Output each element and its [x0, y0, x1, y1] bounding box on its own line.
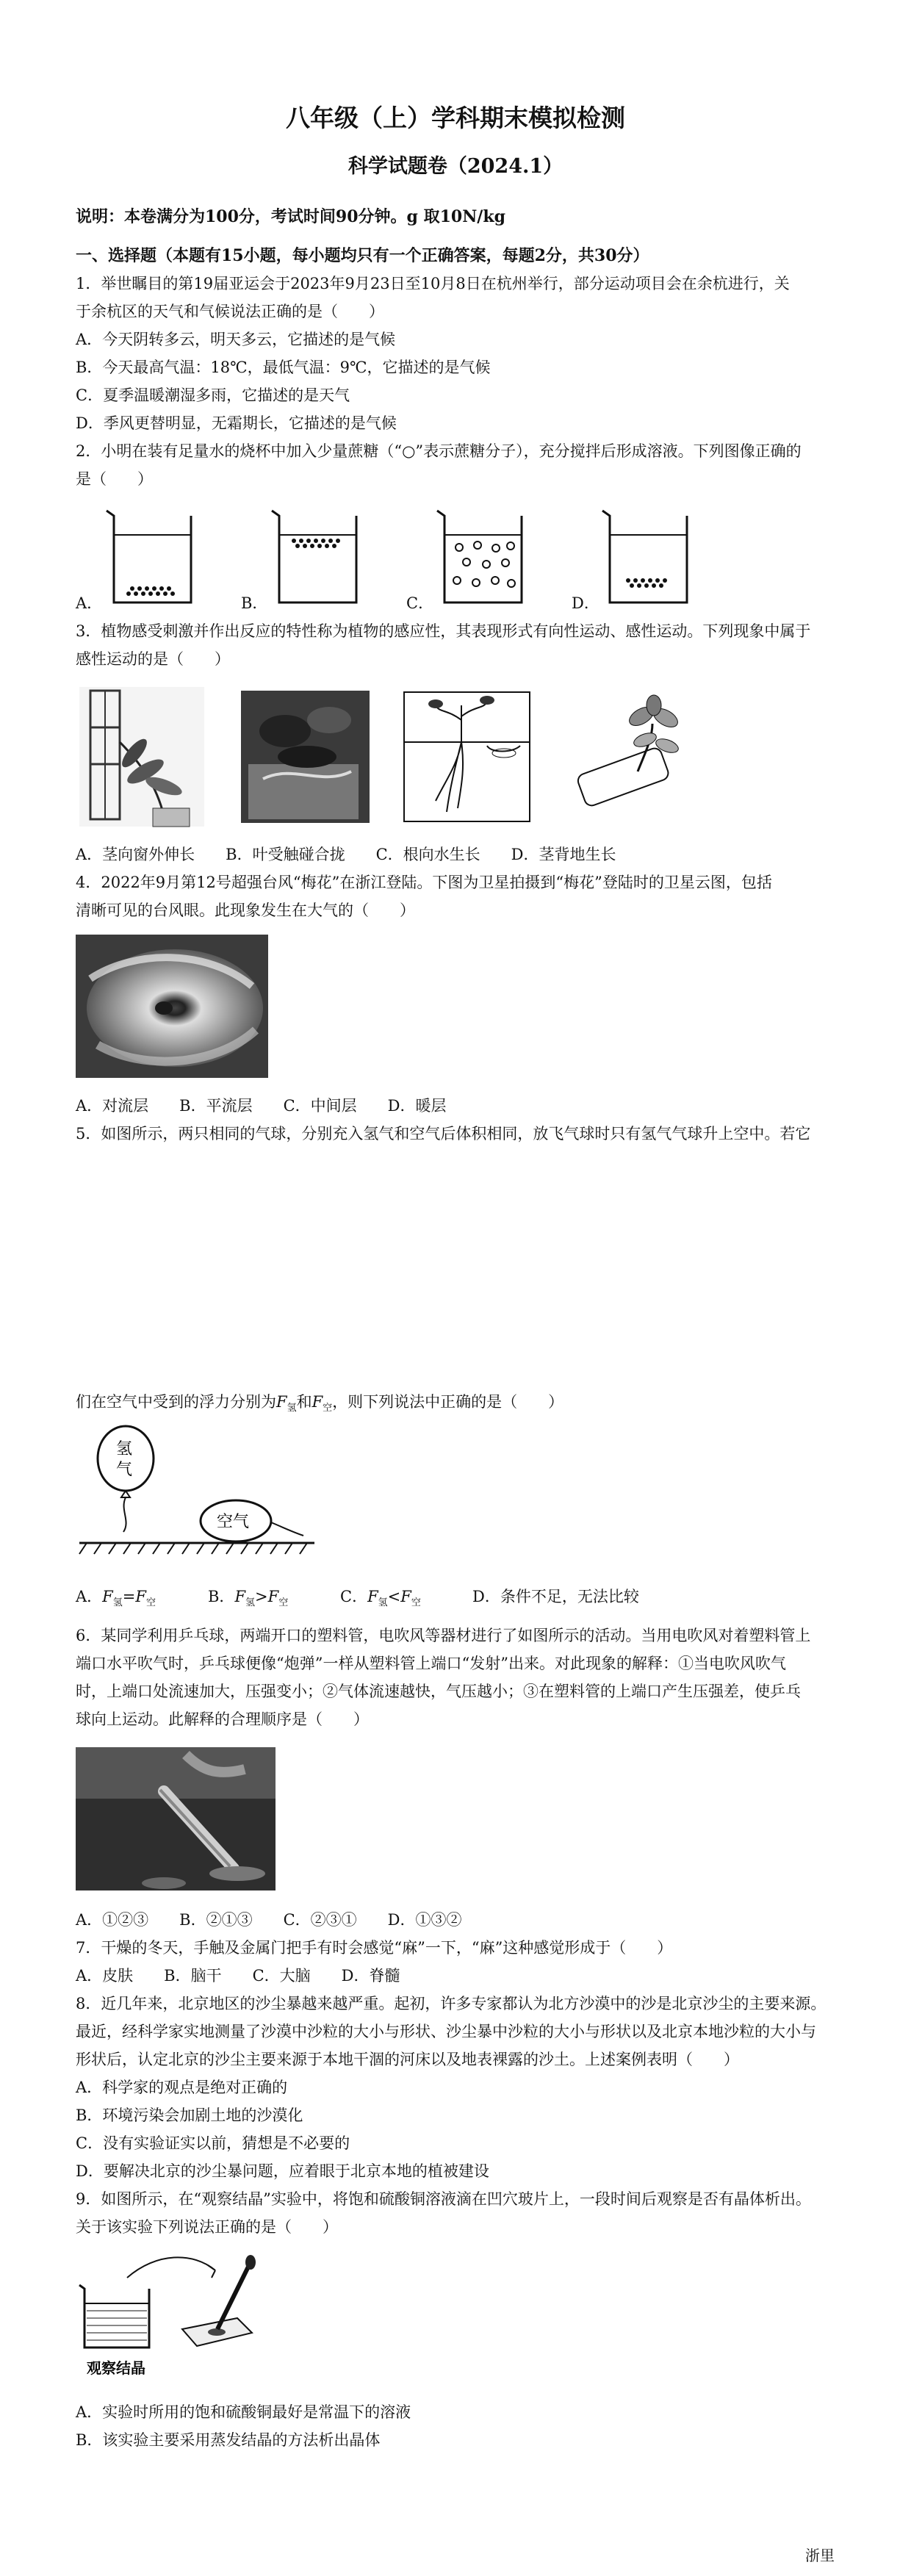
q3-figure-d-stem-upward — [572, 694, 700, 819]
q5-option-b: B．$F_氢>F_空$ — [208, 1588, 289, 1609]
q8-stem-line2: 最近，经科学家实地测量了沙漠中沙粒的大小与形状、沙尘暴中沙粒的大小与形状以及北京本地沙粒的大小与 — [76, 2023, 816, 2040]
q9-option-a: A．实验时所用的饱和硫酸铜最好是常温下的溶液 — [76, 2403, 411, 2421]
q9-stem-line1: 9．如图所示，在“观察结晶”实验中，将饱和硫酸铜溶液滴在凹穴玻片上，一段时间后观察是否有晶体析出。 — [76, 2190, 811, 2208]
q4-stem-line1: 4．2022年9月第12号超强台风“梅花”在浙江登陆。下图为卫星拍摄到“梅花”登陆时的卫星云图，包括 — [76, 874, 772, 891]
q8-option-a: A．科学家的观点是绝对正确的 — [76, 2079, 288, 2096]
q8-option-b: B．环境污染会加剧土地的沙漠化 — [76, 2107, 303, 2124]
q7-stem: 7．干燥的冬天，手触及金属门把手有时会感觉“麻”一下，“麻”这种感觉形成于（ ） — [76, 1939, 673, 1957]
q1-option-b: B．今天最高气温：18℃，最低气温：9℃，它描述的是气候 — [76, 359, 491, 376]
exam-title: 八年级（上）学科期末模拟检测 — [286, 104, 625, 132]
q2-stem-line2: 是（ ） — [76, 470, 153, 488]
q5-stem-line1: 5．如图所示，两只相同的气球，分别充入氢气和空气后体积相同，放飞气球时只有氢气气球升上空中。若它 — [76, 1125, 811, 1143]
q2-beaker-a-figure — [103, 507, 198, 610]
q6-pingpong-photo — [76, 1747, 276, 1890]
hydrogen-balloon-label-2: 气 — [116, 1461, 133, 1479]
q4-satellite-typhoon-image — [76, 935, 268, 1078]
q8-option-c: C．没有实验证实以前，猜想是不必要的 — [76, 2134, 350, 2152]
q1-stem-line1: 1．举世瞩目的第19届亚运会于2023年9月23日至10月8日在杭州举行，部分运动项目会在余杭进行，关 — [76, 275, 790, 292]
q8-option-d: D．要解决北京的沙尘暴问题，应着眼于北京本地的植被建设 — [76, 2162, 489, 2180]
q3-figure-c-root-water — [403, 691, 531, 823]
q6-stem-line4: 球向上运动。此解释的合理顺序是（ ） — [76, 1710, 369, 1728]
q2-beaker-d-figure — [599, 507, 694, 610]
q5-option-c: C．$F_氢<F_空$ — [340, 1588, 421, 1609]
q9-option-b: B．该实验主要采用蒸发结晶的方法析出晶体 — [76, 2431, 381, 2449]
q6-stem-line1: 6．某同学利用乒乓球，两端开口的塑料管，电吹风等器材进行了如图所示的活动。当用电吹风对着塑料管上 — [76, 1627, 811, 1644]
q4-stem-line2: 清晰可见的台风眼。此现象发生在大气的（ ） — [76, 902, 415, 919]
q2-stem-line1: 2．小明在装有足量水的烧杯中加入少量蔗糖（“○”表示蔗糖分子），充分搅拌后形成溶液。下列图像正确的 — [76, 442, 802, 460]
q3-stem-line2: 感性运动的是（ ） — [76, 650, 230, 668]
q5-option-d: D．条件不足，无法比较 — [472, 1588, 639, 1605]
q9-stem-line2: 关于该实验下列说法正确的是（ ） — [76, 2218, 338, 2236]
q5-balloons-figure — [76, 1422, 318, 1558]
q8-stem-line1: 8．近几年来，北京地区的沙尘暴越来越严重。起初，许多专家都认为北方沙漠中的沙是北京沙尘的主要来源。 — [76, 1995, 827, 2012]
q1-stem-line2: 于余杭区的天气和气候说法正确的是（ ） — [76, 303, 384, 320]
q2-label-a: A． — [76, 594, 103, 612]
air-balloon-label: 空气 — [217, 1513, 250, 1531]
section-heading: 一、选择题（本题有15小题，每小题均只有一个正确答案，每题2分，共30分） — [76, 246, 649, 265]
q2-beaker-c-figure — [433, 507, 529, 610]
q2-label-b: B． — [241, 594, 268, 612]
q6-stem-line2: 端口水平吹气时，乒乓球便像“炮弹”一样从塑料管上端口“发射”出来。对此现象的解释：①当电吹风吹气 — [76, 1655, 786, 1672]
q3-stem-line1: 3．植物感受刺激并作出反应的特性称为植物的感应性，其表现形式有向性运动、感性运动。下列现象中属于 — [76, 622, 811, 640]
q1-option-a: A．今天阴转多云，明天多云，它描述的是气候 — [76, 331, 396, 348]
q1-option-c: C．夏季温暖潮湿多雨，它描述的是天气 — [76, 386, 350, 404]
q2-beaker-b-figure — [268, 507, 364, 610]
q1-option-d: D．季风更替明显，无霜期长，它描述的是气候 — [76, 414, 397, 432]
exam-note: 说明：本卷满分为100分，考试时间90分钟。g 取10N/kg — [76, 207, 505, 226]
exam-subtitle: 科学试题卷（2024.1） — [348, 155, 563, 178]
q5-option-a: A．$F_氢=F_空$ — [76, 1588, 156, 1609]
q7-options: A．皮肤 B．脑干 C．大脑 D．脊髓 — [76, 1967, 400, 1985]
q5-stem-line2: 们在空气中受到的浮力分别为$F_氢$和$F_空$，则下列说法中正确的是（ ） — [76, 1393, 564, 1414]
q2-label-c: C． — [406, 594, 434, 612]
q2-label-d: D． — [572, 594, 599, 612]
q3-options: A．茎向窗外伸长 B．叶受触碰合拢 C．根向水生长 D．茎背地生长 — [76, 846, 616, 863]
q6-stem-line3: 时，上端口处流速加大，压强变小；②气体流速越快，气压越小；③在塑料管的上端口产生压强差，使乒乓 — [76, 1683, 801, 1700]
footer-watermark: 浙里 — [805, 2547, 835, 2564]
q8-stem-line3: 形状后，认定北京的沙尘主要来源于本地干涸的河床以及地表裸露的沙土。上述案例表明（ ） — [76, 2051, 739, 2068]
q9-crystallization-figure — [76, 2252, 274, 2384]
q3-figure-b-touch-leaf — [241, 691, 370, 823]
q4-options: A．对流层 B．平流层 C．中间层 D．暖层 — [76, 1097, 447, 1115]
q3-figure-a-plant-window — [76, 683, 208, 830]
hydrogen-balloon-label-1: 氢 — [116, 1440, 133, 1458]
figure-label-observe-crystal: 观察结晶 — [87, 2359, 145, 2377]
q6-options: A．①②③ B．②①③ C．②③① D．①③② — [76, 1911, 462, 1929]
